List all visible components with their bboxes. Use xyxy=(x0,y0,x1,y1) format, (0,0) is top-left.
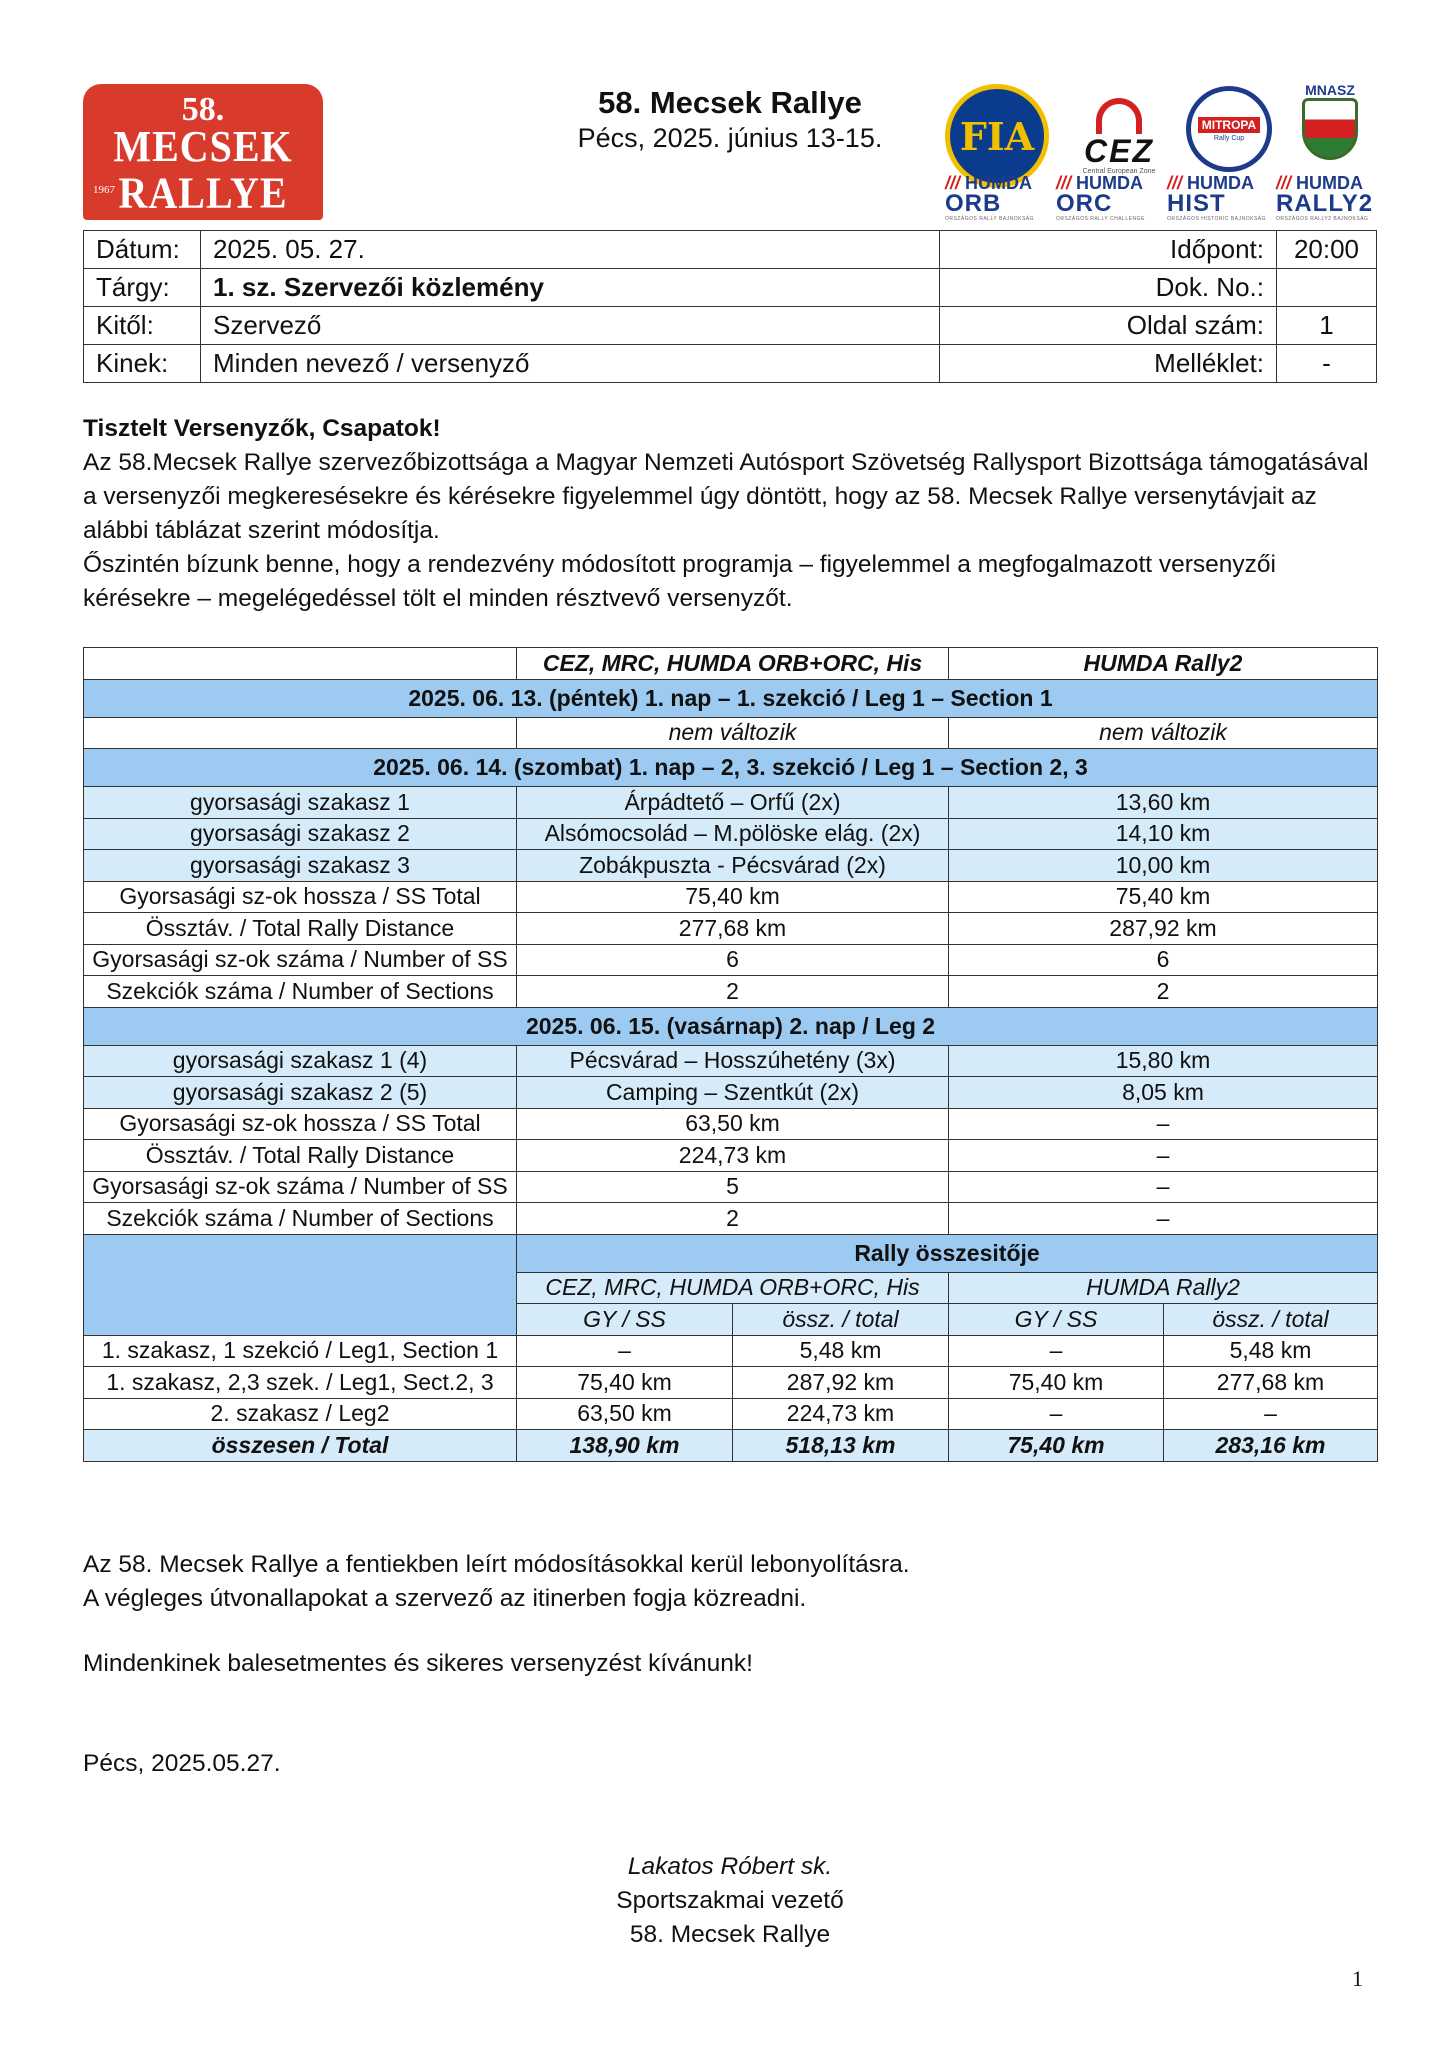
summary-cell: 277,68 km xyxy=(1164,1367,1378,1399)
stage-route: Árpádtető – Orfű (2x) xyxy=(517,787,949,819)
total-value-b: 287,92 km xyxy=(949,913,1378,945)
summary-sub-total-a: össz. / total xyxy=(733,1304,949,1336)
total-label: Gyorsasági sz-ok száma / Number of SS xyxy=(84,1171,517,1203)
summary-cell: 287,92 km xyxy=(733,1367,949,1399)
summary-cell: 63,50 km xyxy=(517,1398,733,1430)
humda-series: HIST xyxy=(1167,190,1226,217)
table-header-row xyxy=(84,648,1378,680)
attachment-label: Melléklet: xyxy=(940,345,1277,383)
mnasz-logo-text: MNASZ xyxy=(1305,82,1355,98)
logo-number: 58. xyxy=(181,91,225,128)
time-label: Időpont: xyxy=(940,231,1277,269)
distance-table xyxy=(83,647,1378,1462)
stage-label: gyorsasági szakasz 3 xyxy=(84,850,517,882)
summary-total-cell: 75,40 km xyxy=(949,1430,1164,1462)
table-row xyxy=(84,1367,1378,1399)
humda-series: ORB xyxy=(945,190,1002,217)
total-value-b: – xyxy=(949,1140,1378,1172)
summary-row-label: 1. szakasz, 1 szekció / Leg1, Section 1 xyxy=(84,1335,517,1367)
section-header-day3: 2025. 06. 15. (vasárnap) 2. nap / Leg 2 xyxy=(84,1007,1378,1045)
paragraph-2: Őszintén bízunk benne, hogy a rendezvény módosított programja – figyelemmel a megfogalmazott versenyzői kérésekre – megelégedéssel tölt el minden résztvevő versenyzőt. xyxy=(83,551,1276,612)
total-value-a: 277,68 km xyxy=(517,913,949,945)
total-value-b: 6 xyxy=(949,944,1378,976)
stage-label: gyorsasági szakasz 2 (5) xyxy=(84,1077,517,1109)
total-label: Össztáv. / Total Rally Distance xyxy=(84,1140,517,1172)
summary-cell: – xyxy=(517,1335,733,1367)
table-row xyxy=(84,1045,1378,1077)
humda-series: RALLY2 xyxy=(1276,190,1374,217)
total-label: Gyorsasági sz-ok hossza / SS Total xyxy=(84,1108,517,1140)
summary-cell: 5,48 km xyxy=(1164,1335,1378,1367)
summary-total-row xyxy=(84,1430,1378,1462)
summary-cell: 75,40 km xyxy=(949,1367,1164,1399)
summary-total-cell: 518,13 km xyxy=(733,1430,949,1462)
from-value: Szervező xyxy=(201,307,940,345)
to-label: Kinek: xyxy=(84,345,201,383)
stage-distance: 14,10 km xyxy=(949,818,1378,850)
logo-dates: 13-15 June 2025 xyxy=(151,226,255,242)
summary-total-cell: 283,16 km xyxy=(1164,1430,1378,1462)
summary-total-label: összesen / Total xyxy=(84,1430,517,1462)
page-label: Oldal szám: xyxy=(940,307,1277,345)
time-value: 20:00 xyxy=(1277,231,1377,269)
total-label: Szekciók száma / Number of Sections xyxy=(84,976,517,1008)
signatory-organization: 58. Mecsek Rallye xyxy=(629,1921,831,1948)
attachment-value: - xyxy=(1277,345,1377,383)
closing-line-1: Az 58. Mecsek Rallye a fentiekben leírt módosításokkal kerül lebonyolításra. xyxy=(83,1551,910,1578)
document-info-table xyxy=(83,230,1377,383)
total-value-a: 2 xyxy=(517,1203,949,1235)
total-label: Össztáv. / Total Rally Distance xyxy=(84,913,517,945)
fia-logo: FIA xyxy=(945,84,1049,188)
summary-column-b: HUMDA Rally2 xyxy=(949,1272,1378,1304)
stage-label: gyorsasági szakasz 2 xyxy=(84,818,517,850)
info-row-subject xyxy=(84,269,1377,307)
summary-sub-total-b: össz. / total xyxy=(1164,1304,1378,1336)
summary-cell: – xyxy=(1164,1398,1378,1430)
stage-label: gyorsasági szakasz 1 xyxy=(84,787,517,819)
table-row xyxy=(84,1077,1378,1109)
date-label: Dátum: xyxy=(84,231,201,269)
mnasz-shield-icon xyxy=(1302,98,1358,160)
mitropa-logo xyxy=(1186,86,1272,172)
cez-ring-icon xyxy=(1096,98,1142,134)
cez-logo-subtext: Central European Zone xyxy=(1082,167,1156,175)
total-value-a: 75,40 km xyxy=(517,881,949,913)
logo-year: 1967 xyxy=(93,184,115,196)
docno-label: Dok. No.: xyxy=(940,269,1277,307)
letter-body xyxy=(83,412,1383,616)
info-row-from xyxy=(84,307,1377,345)
paragraph-1: Az 58.Mecsek Rallye szervezőbizottsága a Magyar Nemzeti Autósport Szövetség Rallysport Bizottsága támogatásával a versenyzői megkeresésekre és kérésekre figyelemmel úgy döntött, hogy az 58. Mecsek Rallye versenytávjait az alábbi táblázat szerint módosítja. xyxy=(83,449,1369,544)
total-value-a: 224,73 km xyxy=(517,1140,949,1172)
subject-label: Tárgy: xyxy=(84,269,201,307)
date-value: 2025. 05. 27. xyxy=(201,231,940,269)
table-row xyxy=(84,913,1378,945)
summary-cell: – xyxy=(949,1398,1164,1430)
summary-row-label: 2. szakasz / Leg2 xyxy=(84,1398,517,1430)
summary-cell: 5,48 km xyxy=(733,1335,949,1367)
signatory-role: Sportszakmai vezető xyxy=(616,1887,844,1914)
summary-cell: 75,40 km xyxy=(517,1367,733,1399)
signatory-name: Lakatos Róbert sk. xyxy=(627,1853,833,1880)
table-row xyxy=(84,818,1378,850)
mnasz-logo xyxy=(1292,82,1368,174)
mecsek-rallye-logo xyxy=(83,84,323,242)
summary-total-cell: 138,90 km xyxy=(517,1430,733,1462)
document-subtitle: Pécs, 2025. június 13-15. xyxy=(577,123,883,153)
summary-sub-ss-b: GY / SS xyxy=(949,1304,1164,1336)
stage-label: gyorsasági szakasz 1 (4) xyxy=(84,1045,517,1077)
humda-series: ORC xyxy=(1056,190,1113,217)
closing-text xyxy=(83,1548,910,1616)
page-value: 1 xyxy=(1277,307,1377,345)
stage-route: Zobákpuszta - Pécsvárad (2x) xyxy=(517,850,949,882)
stage-route: Camping – Szentkút (2x) xyxy=(517,1077,949,1109)
to-value: Minden nevező / versenyző xyxy=(201,345,940,383)
mitropa-logo-subtext: Rally Cup xyxy=(1213,134,1245,142)
cez-logo-text: CEZ xyxy=(1084,132,1154,169)
table-row xyxy=(84,881,1378,913)
total-label: Gyorsasági sz-ok hossza / SS Total xyxy=(84,881,517,913)
stage-distance: 10,00 km xyxy=(949,850,1378,882)
info-row-to xyxy=(84,345,1377,383)
table-row xyxy=(84,976,1378,1008)
docno-value xyxy=(1277,269,1377,307)
table-row xyxy=(84,787,1378,819)
total-value-b: – xyxy=(949,1203,1378,1235)
subject-value: 1. sz. Szervezői közlemény xyxy=(201,269,940,307)
section-header-day1: 2025. 06. 13. (péntek) 1. nap – 1. szekció / Leg 1 – Section 1 xyxy=(84,679,1378,717)
total-value-b: 2 xyxy=(949,976,1378,1008)
day1-value-b: nem változik xyxy=(949,717,1378,749)
mitropa-logo-text: MITROPA xyxy=(1198,117,1260,133)
stage-distance: 8,05 km xyxy=(949,1077,1378,1109)
total-value-a: 2 xyxy=(517,976,949,1008)
total-label: Szekciók száma / Number of Sections xyxy=(84,1203,517,1235)
total-value-b: – xyxy=(949,1108,1378,1140)
stage-route: Alsómocsolád – M.pölöske elág. (2x) xyxy=(517,818,949,850)
table-row xyxy=(84,1398,1378,1430)
table-row xyxy=(84,1108,1378,1140)
total-value-a: 6 xyxy=(517,944,949,976)
total-value-a: 5 xyxy=(517,1171,949,1203)
humda-rally2-logo: /// HUMDA RALLY2 ORSZÁGOS RALLY2 BAJNOKSÁG xyxy=(1276,174,1380,220)
greeting: Tisztelt Versenyzők, Csapatok! xyxy=(83,415,441,442)
from-label: Kitől: xyxy=(84,307,201,345)
total-label: Gyorsasági sz-ok száma / Number of SS xyxy=(84,944,517,976)
table-row xyxy=(84,1171,1378,1203)
humda-orb-logo: /// HUMDA ORB ORSZÁGOS RALLY BAJNOKSÁG xyxy=(945,174,1049,220)
summary-row-label: 1. szakasz, 2,3 szek. / Leg1, Sect.2, 3 xyxy=(84,1367,517,1399)
section-header-day2: 2025. 06. 14. (szombat) 1. nap – 2, 3. szekció / Leg 1 – Section 2, 3 xyxy=(84,749,1378,787)
info-row-date xyxy=(84,231,1377,269)
place-and-date: Pécs, 2025.05.27. xyxy=(83,1750,281,1777)
column-header-a: CEZ, MRC, HUMDA ORB+ORC, His xyxy=(517,648,949,680)
summary-blank-cell xyxy=(84,1234,517,1335)
document-title: 58. Mecsek Rallye xyxy=(598,85,862,120)
column-header-b: HUMDA Rally2 xyxy=(949,648,1378,680)
table-row xyxy=(84,1203,1378,1235)
page-number: 1 xyxy=(1352,1966,1363,1991)
signature-block xyxy=(530,1850,930,1952)
stage-distance: 13,60 km xyxy=(949,787,1378,819)
table-row xyxy=(84,944,1378,976)
total-value-b: 75,40 km xyxy=(949,881,1378,913)
closing-wish: Mindenkinek balesetmentes és sikeres versenyzést kívánunk! xyxy=(83,1650,753,1677)
total-value-a: 63,50 km xyxy=(517,1108,949,1140)
day1-value-a: nem változik xyxy=(517,717,949,749)
closing-line-2: A végleges útvonallapokat a szervező az itinerben fogja közreadni. xyxy=(83,1585,807,1612)
stage-distance: 15,80 km xyxy=(949,1045,1378,1077)
summary-cell: – xyxy=(949,1335,1164,1367)
summary-column-a: CEZ, MRC, HUMDA ORB+ORC, His xyxy=(517,1272,949,1304)
summary-sub-ss-a: GY / SS xyxy=(517,1304,733,1336)
table-row xyxy=(84,1335,1378,1367)
stage-route: Pécsvárad – Hosszúhetény (3x) xyxy=(517,1045,949,1077)
humda-orc-logo: /// HUMDA ORC ORSZÁGOS RALLY CHALLENGE xyxy=(1056,174,1160,220)
table-row xyxy=(84,1140,1378,1172)
summary-title: Rally összesitője xyxy=(517,1234,1378,1272)
document-header xyxy=(470,84,990,154)
table-row xyxy=(84,850,1378,882)
summary-cell: 224,73 km xyxy=(733,1398,949,1430)
logo-name: MECSEK RALLYE xyxy=(113,121,293,218)
humda-hist-logo: /// HUMDA HIST ORSZÁGOS HISTORIC BAJNOKSÁG xyxy=(1167,174,1271,220)
total-value-b: – xyxy=(949,1171,1378,1203)
